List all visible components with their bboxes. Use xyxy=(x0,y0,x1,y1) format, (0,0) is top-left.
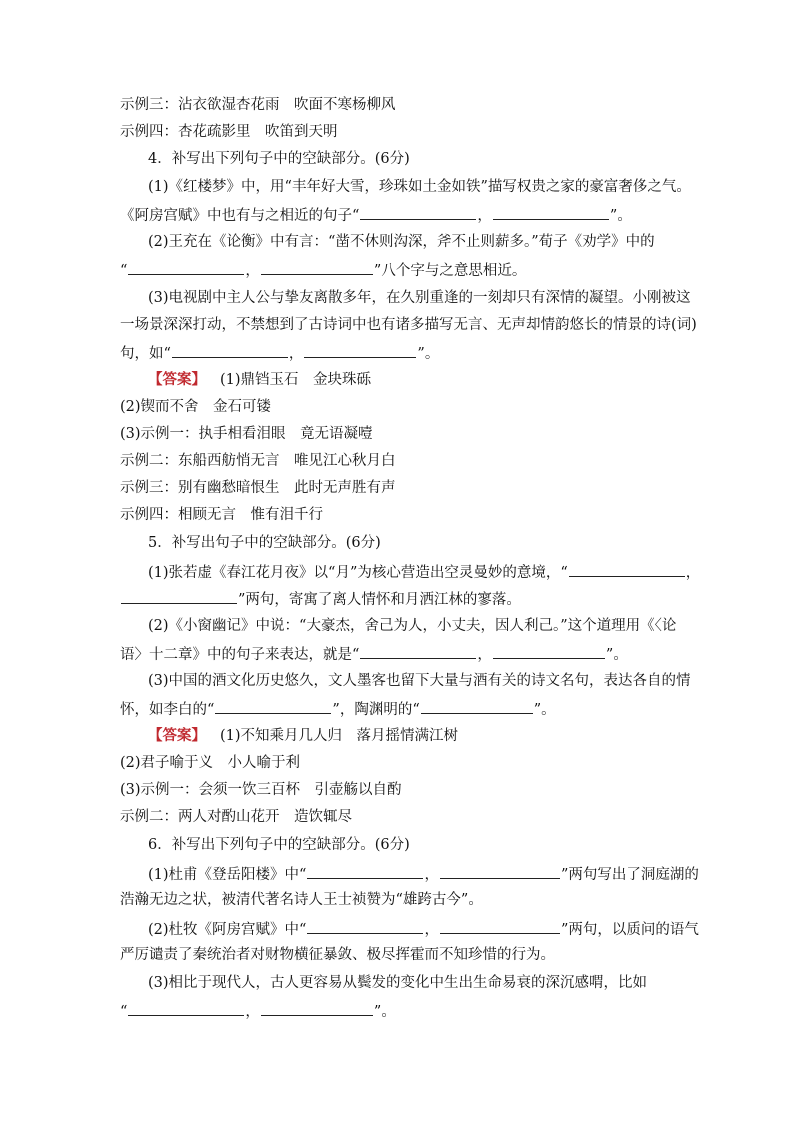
question-5-1-blank-line-2 xyxy=(120,589,680,609)
question-4-1-blank-line xyxy=(120,205,680,225)
answer-4-6: 示例四：相顾无言 惟有泪千行 xyxy=(120,507,323,523)
comma: ， xyxy=(245,263,260,279)
answer-tag: 【答案】 xyxy=(148,727,206,744)
answer-blank[interactable] xyxy=(360,644,476,659)
question-4-3-blank-line xyxy=(120,343,680,363)
text: (2)杜牧《阿房宫赋》中“ xyxy=(148,922,307,938)
question-4-1-text: (1)《红楼梦》中，用“丰年好大雪，珍珠如土金如铁”描写权贵之家的豪富奢侈之气。 xyxy=(148,179,691,195)
question-4-3-text: (3)电视剧中主人公与挚友离散多年，在久别重逢的一刻却只有深情的凝望。小刚被这 xyxy=(148,290,691,306)
answer-blank[interactable] xyxy=(493,644,605,659)
question-4-2-text: (2)王充在《论衡》中有言：“凿不休则沟深，斧不止则薪多。”荀子《劝学》中的 xyxy=(148,234,655,250)
answer-blank[interactable] xyxy=(307,919,423,934)
answer-blank[interactable] xyxy=(440,919,560,934)
close-quote: ”。 xyxy=(373,1004,396,1020)
close-quote: ”。 xyxy=(533,702,556,718)
close-quote: ”。 xyxy=(417,346,440,362)
answer-4-2: (2)锲而不舍 金石可镂 xyxy=(120,399,272,415)
answer-5-2: (2)君子喻于义 小人喻于利 xyxy=(120,755,301,771)
answer-tag: 【答案】 xyxy=(148,371,206,388)
question-6-3-blank-line xyxy=(120,1001,680,1021)
example-four-line: 示例四：杏花疏影里 吹笛到天明 xyxy=(120,124,338,140)
answer-blank[interactable] xyxy=(261,1001,373,1016)
answer-blank[interactable] xyxy=(128,1001,244,1016)
comma: ， xyxy=(477,208,492,224)
text: ”两句，以质问的语气 xyxy=(560,922,699,938)
text: (1)杜甫《登岳阳楼》中“ xyxy=(148,867,307,883)
text: 语〉十二章》中的句子来表达，就是“ xyxy=(120,647,360,663)
question-4-3-text-2: 一场景深深打动，不禁想到了古诗词中也有诸多描写无言、无声却情韵悠长的情景的诗(词) xyxy=(120,317,697,333)
answer-blank[interactable] xyxy=(128,260,244,275)
answer-blank[interactable] xyxy=(304,343,416,358)
close-quote: ”。 xyxy=(609,208,632,224)
answer-blank[interactable] xyxy=(261,260,373,275)
answer-text: (1)鼎铛玉石 金块珠砾 xyxy=(220,372,372,388)
answer-blank[interactable] xyxy=(307,864,423,879)
text: ”两句写出了洞庭湖的 xyxy=(560,867,699,883)
answer-4-3: (3)示例一：执手相看泪眼 竟无语凝噎 xyxy=(120,426,373,442)
answer-blank[interactable] xyxy=(569,562,685,577)
question-5-1-blank-line xyxy=(148,562,701,582)
text: 怀，如李白的“ xyxy=(120,702,215,718)
answer-4-4: 示例二：东船西舫悄无言 唯见江心秋月白 xyxy=(120,453,396,469)
question-6-3-text: (3)相比于现代人，古人更容易从鬓发的变化中生出生命易衰的深沉感喟，比如 xyxy=(148,975,648,991)
question-4-2-blank-line xyxy=(120,260,680,280)
answer-5-line xyxy=(148,727,680,745)
question-5-2-blank-line xyxy=(120,644,680,664)
question-6-2-blank-line xyxy=(148,919,699,939)
answer-5-3: (3)示例一：会须一饮三百杯 引壶觞以自酌 xyxy=(120,782,402,798)
text: 句，如“ xyxy=(120,346,171,362)
question-6-2-text-2: 严厉谴责了秦统治者对财物横征暴敛、极尽挥霍而不知珍惜的行为。 xyxy=(120,947,555,963)
close-quote: ”。 xyxy=(605,647,628,663)
comma: ， xyxy=(245,1004,260,1020)
comma: ， xyxy=(424,922,439,938)
question-6-1-blank-line xyxy=(148,864,699,884)
text: ”，陶渊明的“ xyxy=(332,702,420,718)
question-5-heading: 5．补写出句子中的空缺部分。(6分) xyxy=(148,535,381,551)
example-three-line: 示例三：沾衣欲湿杏花雨 吹面不寒杨柳风 xyxy=(120,97,396,113)
answer-blank[interactable] xyxy=(360,205,476,220)
text: 《阿房宫赋》中也有与之相近的句子“ xyxy=(120,208,360,224)
comma: ， xyxy=(477,647,492,663)
comma: ， xyxy=(424,867,439,883)
question-5-2-text: (2)《小窗幽记》中说：“大豪杰，舍己为人，小丈夫，因人利己。”这个道理用《〈论 xyxy=(148,618,677,634)
question-5-3-text: (3)中国的酒文化历史悠久，文人墨客也留下大量与酒有关的诗文名句，表达各自的情 xyxy=(148,673,691,689)
answer-5-4: 示例二：两人对酌山花开 造饮辄尽 xyxy=(120,809,352,825)
question-6-heading: 6．补写出下列句子中的空缺部分。(6分) xyxy=(148,837,410,853)
answer-blank[interactable] xyxy=(493,205,609,220)
answer-4-line xyxy=(148,371,680,389)
answer-blank[interactable] xyxy=(172,343,288,358)
answer-blank[interactable] xyxy=(121,589,237,604)
text: ”八个字与之意思相近。 xyxy=(373,263,527,279)
open-quote: “ xyxy=(120,263,128,279)
question-4-heading: 4．补写出下列句子中的空缺部分。(6分) xyxy=(148,151,410,167)
answer-blank[interactable] xyxy=(421,699,533,714)
question-5-3-blank-line xyxy=(120,699,680,719)
question-6-1-text-2: 浩瀚无边之状，被清代著名诗人王士祯赞为“雄跨古今”。 xyxy=(120,892,483,908)
text: (1)张若虚《春江花月夜》以“月”为核心营造出空灵曼妙的意境，“ xyxy=(148,565,568,581)
comma: ， xyxy=(288,346,304,362)
answer-text: (1)不知乘月几人归 落月摇情满江树 xyxy=(220,728,459,744)
answer-blank[interactable] xyxy=(440,864,560,879)
open-quote: “ xyxy=(120,1004,128,1020)
answer-blank[interactable] xyxy=(215,699,331,714)
text: ”两句，寄寓了离人情怀和月洒江林的寥落。 xyxy=(238,592,521,608)
answer-4-5: 示例三：别有幽愁暗恨生 此时无声胜有声 xyxy=(120,480,396,496)
comma: ， xyxy=(685,565,701,581)
